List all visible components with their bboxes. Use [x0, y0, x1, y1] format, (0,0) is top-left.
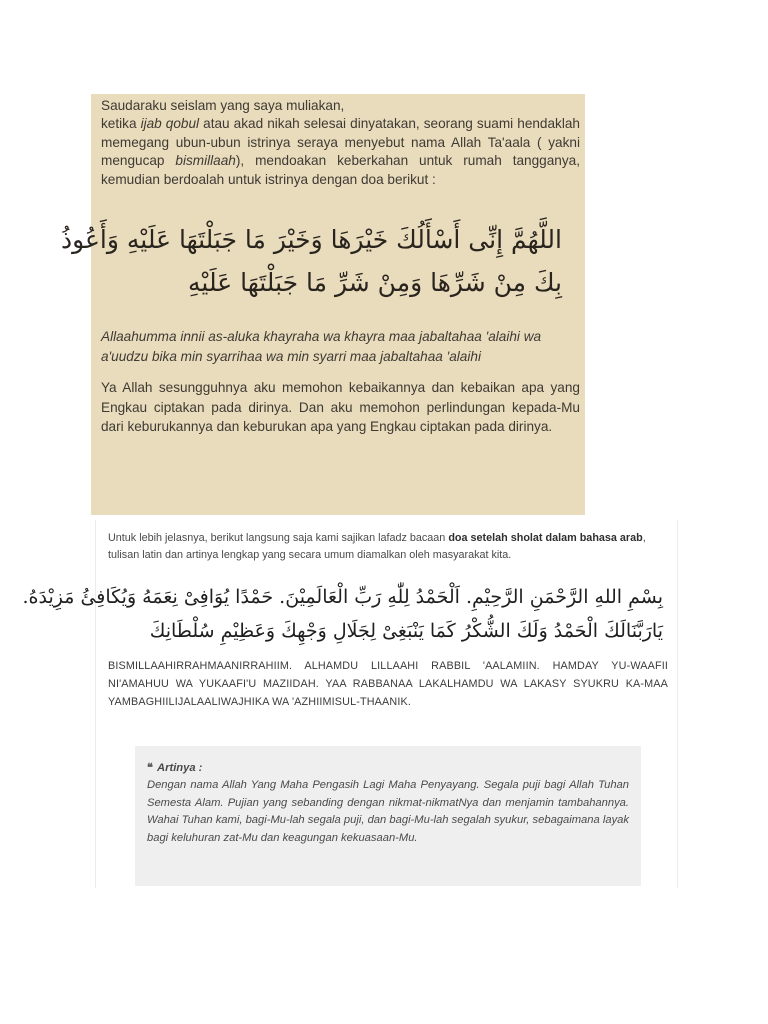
bismillaah-term: bismillaah — [175, 153, 236, 169]
intro-text-a: Untuk lebih jelasnya, berikut langsung saja kami sajikan lafadz bacaan — [108, 532, 449, 544]
quote-heading-label: Artinya : — [157, 762, 203, 774]
quote-body: Dengan nama Allah Yang Maha Pengasih Lagi Maha Penyayang. Segala puji bagi Allah Tuhan Semesta Alam. Pujian yang sebanding dengan nikmat-nikmatNya dan menjamin tambahannya. Wahai Tuhan kami, bagi-Mu-lah segala puji, dan bagi-Mu-lah segalah syukur, sebagaimana layak bagi keluhuran zat-Mu dan keagungan kekuasaan-Mu. — [147, 779, 629, 844]
instruction-paragraph — [101, 115, 580, 189]
arabic-prayer-line-2: يَارَبَّنَالَكَ الْحَمْدُ وَلَكَ الشُّكْرُ كَمَا يَنْبَغِىْ لِجَلَالِ وَجْهِكَ وَعَظِيْمِ سُلْطَانِكَ — [149, 620, 663, 642]
intro-bold-text: doa setelah sholat dalam bahasa arab — [448, 532, 643, 544]
arabic-doa-line-1: اللَّهُمَّ إِنِّى أَسْأَلُكَ خَيْرَهَا وَخَيْرَ مَا جَبَلْتَهَا عَلَيْهِ وَأَعُوذُ — [60, 225, 562, 255]
arabic-prayer-line-1: بِسْمِ اللهِ الرَّحْمَنِ الرَّحِيْمِ. اَلْحَمْدُ لِلّٰهِ رَبِّ الْعَالَمِيْنَ. حَمْدًا يُوَافِىْ نِعَمَهُ وَيُكَافِئُ مَزِيْدَهُ. — [22, 586, 663, 608]
intro-text-b: , tulisan latin dan artinya lengkap yang secara umum diamalkan oleh masyarakat kita. — [108, 532, 646, 561]
instruction-text-a: ketika — [101, 116, 141, 132]
transliteration-text: Allaahumma innii as-aluka khayraha wa khayra maa jabaltahaa 'alaihi wa a'uudzu bika min syarrihaa wa min syarri maa jabaltahaa 'alaihi — [101, 329, 542, 364]
doa-card — [60, 94, 585, 515]
quote-mark-icon: ❝ — [147, 760, 154, 774]
quote-heading — [147, 760, 629, 774]
instruction-text-b: atau akad nikah selesai dinyatakan, seorang suami hendaklah memegang ubun-ubun istrinya seraya menyebut nama Allah Ta'aala ( yakni mengucap — [101, 116, 580, 169]
intro-paragraph — [108, 530, 666, 564]
greeting-text: Saudaraku seislam yang saya muliakan, — [101, 98, 345, 113]
arabic-doa-line-2: بِكَ مِنْ شَرِّهَا وَمِنْ شَرِّ مَا جَبَلْتَهَا عَلَيْهِ — [188, 268, 562, 298]
latin-transliteration: BISMILLAAHIRRAHMAANIRRAHIIM. ALHAMDU LILLAAHI RABBIL 'AALAMIIN. HAMDAY YU-WAAFII NI'AMAHUU WA YUKAAFI'U MAZIIDAH. YAA RABBANAA LAKALHAMDU WA LAKASY SYUKRU KA-MAA YAMBAGHIILIJALAALIWAJHIKA WA 'AZHIIMISUL-THAANIK. — [108, 660, 668, 708]
ijab-qobul-term: ijab qobul — [140, 116, 200, 132]
article-section — [22, 520, 678, 888]
instruction-text-c: ), mendoakan keberkahan untuk rumah tangganya, kemudian berdoalah untuk istrinya dengan doa berikut : — [101, 153, 580, 187]
meaning-blockquote — [135, 746, 641, 886]
meaning-text: Ya Allah sesungguhnya aku memohon kebaikannya dan kebaikan apa yang Engkau ciptakan pada dirinya. Dan aku memohon perlindungan kepada-Mu dari keburukannya dan keburukan apa yang Engkau ciptakan pada dirinya. — [101, 380, 580, 435]
